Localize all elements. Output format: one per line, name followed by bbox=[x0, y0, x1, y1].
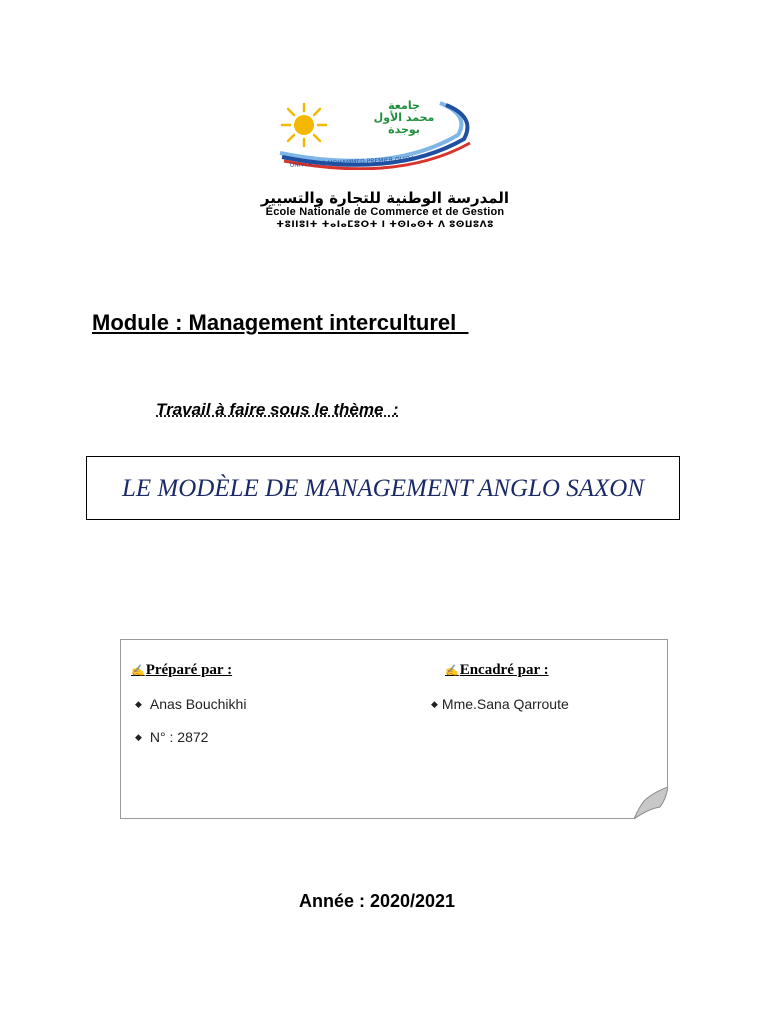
page-curl-icon bbox=[634, 787, 668, 819]
prepared-by-heading: ✍Préparé par : bbox=[131, 662, 233, 678]
authors-card bbox=[120, 639, 668, 819]
school-name-french: École Nationale de Commerce et de Gestion bbox=[265, 206, 505, 218]
theme-subheading: Travail à faire sous le thème : bbox=[156, 400, 399, 419]
document-title: LE MODÈLE DE MANAGEMENT ANGLO SAXON bbox=[122, 474, 644, 502]
pointing-hand-icon: ✍ bbox=[131, 665, 145, 677]
diamond-bullet-icon: ◆ bbox=[135, 732, 142, 742]
school-name-arabic: المدرسة الوطنية للتجارة والتسيير bbox=[260, 189, 510, 207]
list-item: ◆ Mme.Sana Qarroute bbox=[431, 696, 569, 712]
list-item: ◆ Anas Bouchikhi bbox=[135, 696, 247, 712]
svg-text:UNIVERSITÉ MOHAMMED PREMIER OU: UNIVERSITÉ MOHAMMED PREMIER OUJDA bbox=[289, 155, 415, 169]
sun-icon bbox=[282, 104, 326, 146]
school-name-tifinagh: ⵜⵓⵏⵏⵓⵏⵜ ⵜⴰⵏⴰⵎⵓⵔⵜ ⵏ ⵜⵙⵏⴰⵙⵜ ⴷ ⵓⵙⵡⵓⴷⵓ bbox=[276, 220, 494, 230]
list-item: ◆ N° : 2872 bbox=[135, 729, 209, 745]
title-box bbox=[86, 456, 680, 520]
supervised-by-heading: ✍Encadré par : bbox=[445, 662, 549, 678]
module-heading: Module : Management interculturel bbox=[92, 310, 469, 335]
pointing-hand-icon: ✍ bbox=[445, 665, 459, 677]
academic-year: Année : 2020/2021 bbox=[298, 891, 456, 911]
university-name-arabic: جامعة محمد الأول بوجدة bbox=[373, 99, 435, 136]
diamond-bullet-icon: ◆ bbox=[135, 699, 142, 709]
diamond-bullet-icon: ◆ bbox=[431, 699, 438, 709]
